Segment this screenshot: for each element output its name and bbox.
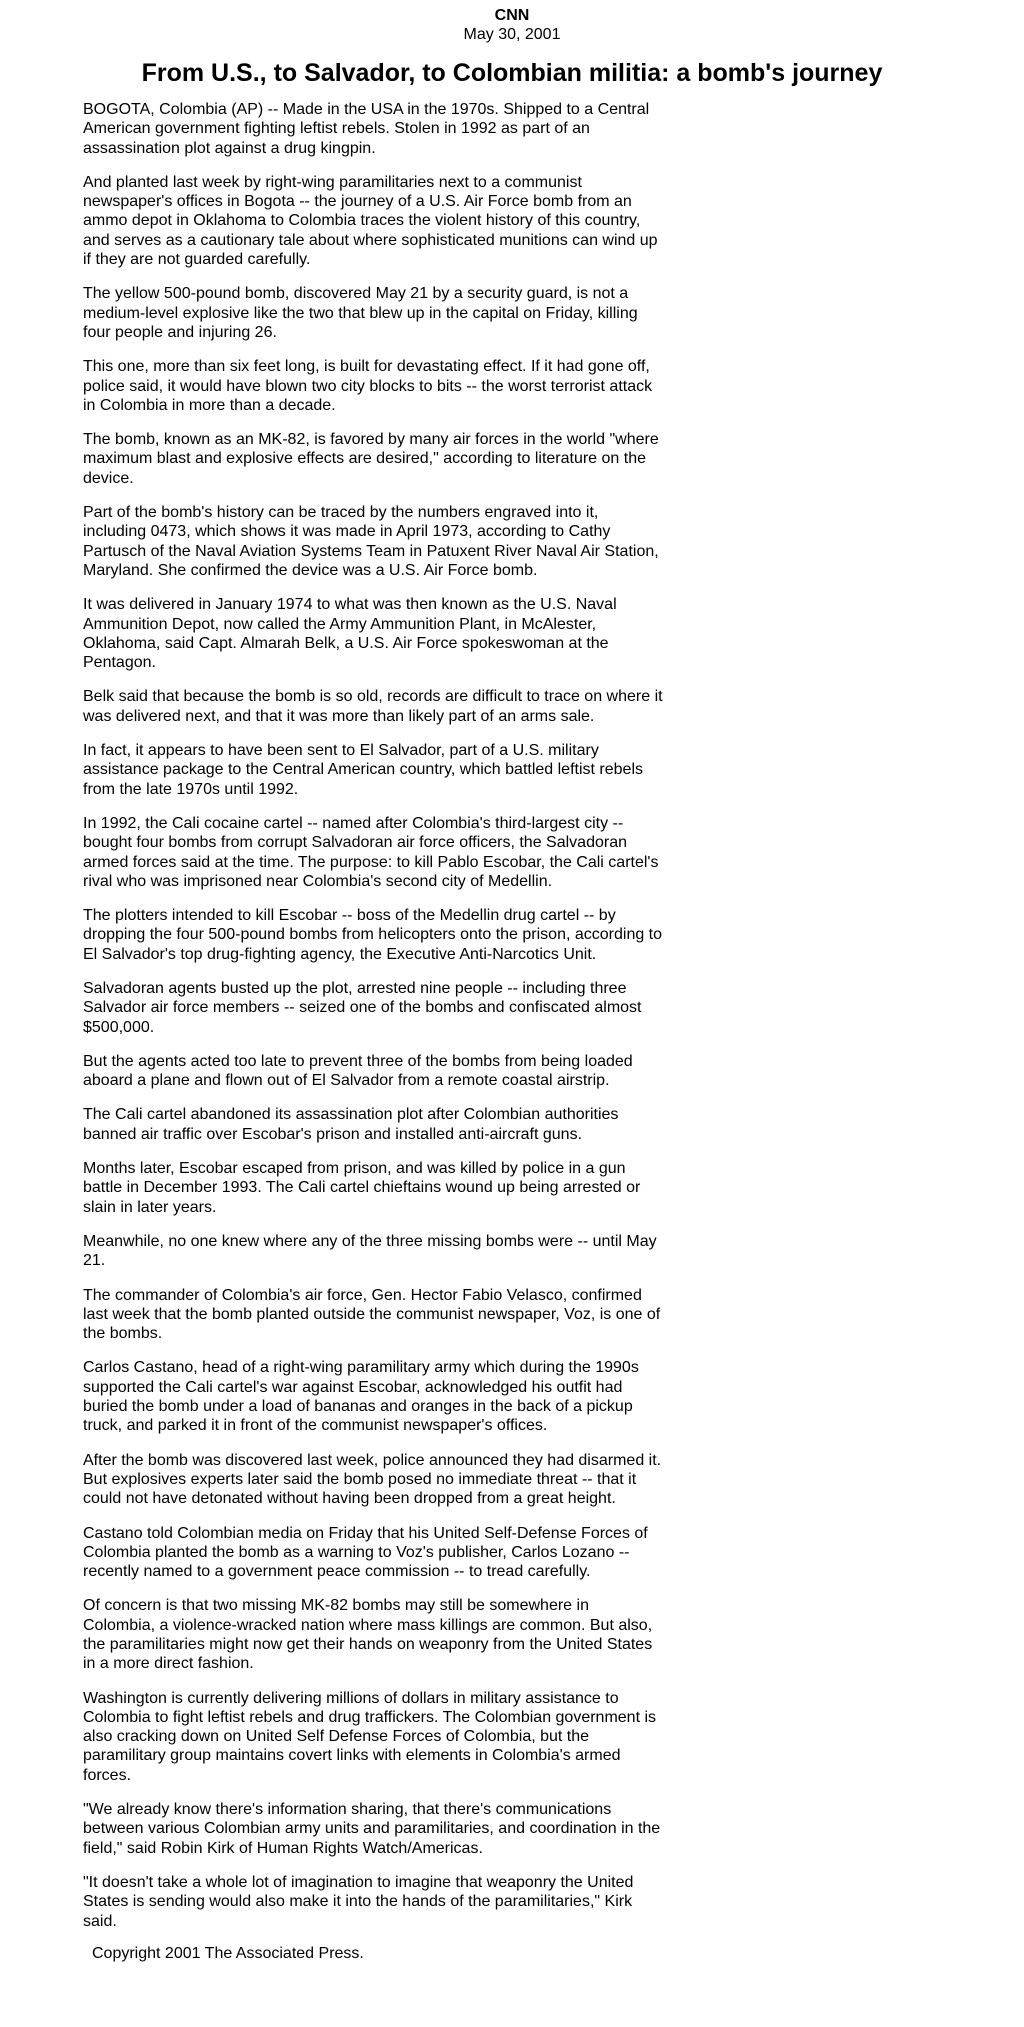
publish-date: May 30, 2001 [463,26,561,43]
paragraph: In fact, it appears to have been sent to El Salvador, part of a U.S. military assistance package to the Central American country, which battled leftist rebels from the late 1970s until 1992. [83,742,643,798]
paragraph: And planted last week by right-wing paramilitaries next to a communist newspaper's offices in Bogota -- the journey of a U.S. Air Force bomb from an ammo depot in Oklahoma to Colombia traces the violent history of this country, and serves as a cautionary tale about where sophisticated munitions can wind up if they are not guarded carefully. [83,173,658,269]
paragraph: Part of the bomb's history can be traced by the numbers engraved into it, including 0473, which shows it was made in April 1973, according to Cathy Partusch of the Naval Aviation Systems Team in Patuxent River Naval Air Station, Maryland. She confirmed the device was a U.S. Air Force bomb. [83,504,659,579]
paragraph: Of concern is that two missing MK-82 bombs may still be somewhere in Colombia, a violence-wracked nation where mass killings are common. But also, the paramilitaries might now get their hands on weaponry from the United States in a more direct fashion. [83,1597,653,1673]
paragraph: It was delivered in January 1974 to what was then known as the U.S. Naval Ammunition Depot, now called the Army Ammunition Plant, in McAlester, Oklahoma, said Capt. Almarah Belk, a U.S. Air Force spokeswoman at the Pentagon. [83,596,617,672]
paragraph: Belk said that because the bomb is so old, records are difficult to trace on where it was delivered next, and that it was more than likely part of an arms sale. [83,688,663,725]
paragraph: In 1992, the Cali cocaine cartel -- named after Colombia's third-largest city -- bought four bombs from corrupt Salvadoran air force officers, the Salvadoran armed forces said at the time. The purpose: to kill Pablo Escobar, the Cali cartel's rival who was imprisoned near Colombia's second city of Medellin. [83,814,659,890]
paragraph: BOGOTA, Colombia (AP) -- Made in the USA in the 1970s. Shipped to a Central American government fighting leftist rebels. Stolen in 1992 as part of an assassination plot against a drug kingpin. [83,101,650,157]
article-body [83,100,663,1931]
headline: From U.S., to Salvador, to Colombian militia: a bomb's journey [141,59,883,87]
paragraph: The bomb, known as an MK-82, is favored by many air forces in the world "where maximum blast and explosive effects are desired," according to literature on the device. [83,431,659,487]
paragraph: Carlos Castano, head of a right-wing paramilitary army which during the 1990s supported the Cali cartel's war against Escobar, acknowledged his outfit had buried the bomb under a load of bananas and oranges in the back of a pickup truck, and parked it in front of the communist newspaper's offices. [83,1359,639,1435]
paragraph: Meanwhile, no one knew where any of the three missing bombs were -- until May 21. [83,1232,657,1270]
masthead [0,0,1024,44]
paragraph: Months later, Escobar escaped from prison, and was killed by police in a gun battle in December 1993. The Cali cartel chieftains wound up being arrested or slain in later years. [83,1160,641,1216]
paragraph: Washington is currently delivering millions of dollars in military assistance to Colombia to fight leftist rebels and drug traffickers. The Colombian government is also cracking down on United Self Defense Forces of Colombia, but the paramilitary group maintains covert links with elements in Colombia's armed forces. [83,1689,657,1784]
paragraph: The yellow 500-pound bomb, discovered May 21 by a security guard, is not a medium-level explosive like the two that blew up in the capital on Friday, killing four people and injuring 26. [83,285,638,341]
paragraph: This one, more than six feet long, is built for devastating effect. If it had gone off, police said, it would have blown two city blocks to bits -- the worst terrorist attack in Colombia in more than a decade. [83,358,653,414]
paragraph: But the agents acted too late to prevent three of the bombs from being loaded aboard a plane and flown out of El Salvador from a remote coastal airstrip. [83,1052,633,1090]
copyright-notice: Copyright 2001 The Associated Press. [92,1944,364,1962]
paragraph: The commander of Colombia's air force, Gen. Hector Fabio Velasco, confirmed last week that the bomb planted outside the communist newspaper, Voz, is one of the bombs. [83,1286,661,1343]
paragraph: "It doesn't take a whole lot of imagination to imagine that weaponry the United States is sending would also make it into the hands of the paramilitaries," Kirk said. [83,1873,634,1930]
paragraph: Salvadoran agents busted up the plot, arrested nine people -- including three Salvador air force members -- seized one of the bombs and confiscated almost $500,000. [83,979,642,1036]
paragraph: The plotters intended to kill Escobar -- boss of the Medellin drug cartel -- by dropping the four 500-pound bombs from helicopters onto the prison, according to El Salvador's top drug-fighting agency, the Executive Anti-Narcotics Unit. [83,907,663,963]
paragraph: The Cali cartel abandoned its assassination plot after Colombian authorities banned air traffic over Escobar's prison and installed anti-aircraft guns. [83,1106,619,1143]
source-name: CNN [494,7,530,24]
paragraph: After the bomb was discovered last week, police announced they had disarmed it. But explosives experts later said the bomb posed no immediate threat -- that it could not have detonated without having been dropped from a great height. [83,1451,662,1508]
paragraph: Castano told Colombian media on Friday that his United Self-Defense Forces of Colombia planted the bomb as a warning to Voz's publisher, Carlos Lozano -- recently named to a government peace commission -- to tread carefully. [83,1524,648,1581]
paragraph: "We already know there's information sharing, that there's communications between various Colombian army units and paramilitaries, and coordination in the field," said Robin Kirk of Human Rights Watch/Americas. [83,1801,661,1857]
